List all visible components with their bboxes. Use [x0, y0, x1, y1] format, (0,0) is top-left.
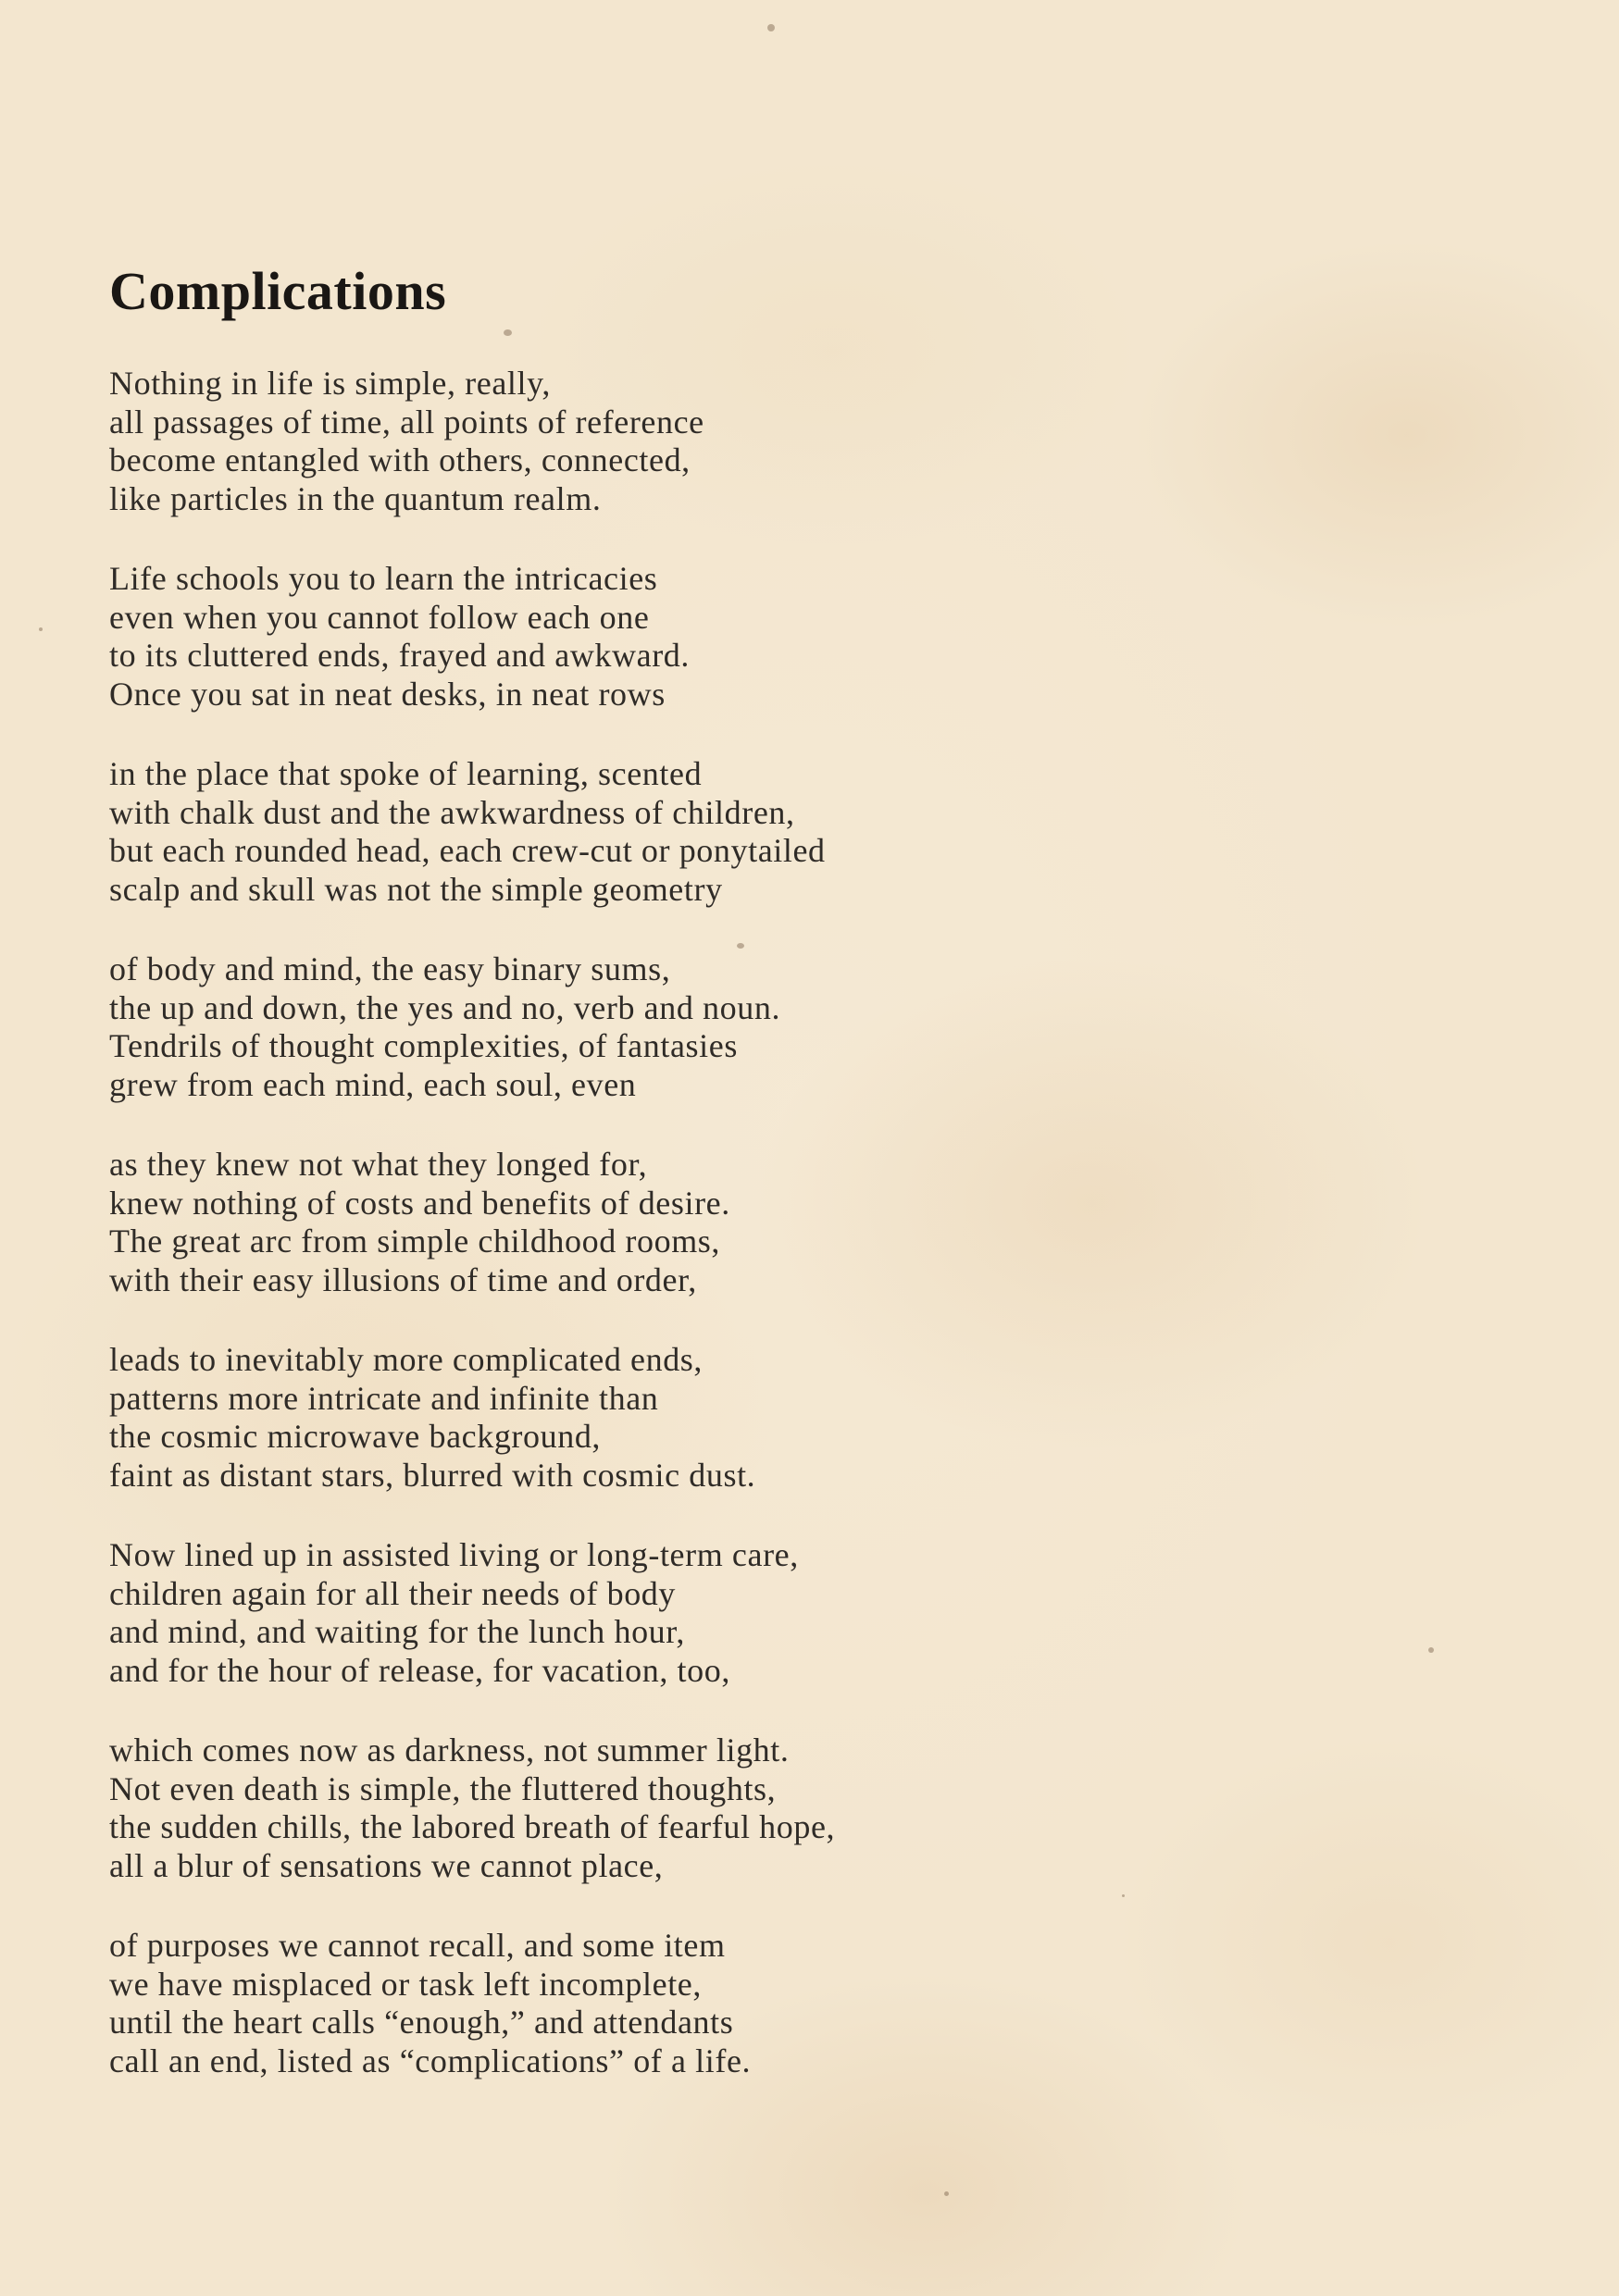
- poem-line: we have misplaced or task left incomplete,: [109, 1965, 702, 2003]
- stanza: [109, 950, 1405, 1104]
- stanza: [109, 1536, 1405, 1690]
- poem-line: with chalk dust and the awkwardness of children,: [109, 793, 795, 831]
- poem-line: Now lined up in assisted living or long-term care,: [109, 1536, 799, 1573]
- poem-line: to its cluttered ends, frayed and awkward.: [109, 637, 690, 674]
- stanza: [109, 365, 1405, 518]
- poem-line: call an end, listed as “complications” of a life.: [109, 2042, 752, 2079]
- poem-line: even when you cannot follow each one: [109, 598, 650, 636]
- poem-title: Complications: [109, 261, 447, 321]
- poem-line: all a blur of sensations we cannot place,: [109, 1846, 664, 1884]
- poem-line: become entangled with others, connected,: [109, 441, 691, 478]
- poem-line: of purposes we cannot recall, and some item: [109, 1927, 726, 1964]
- poem-line: the cosmic microwave background,: [109, 1418, 602, 1455]
- poem-line: knew nothing of costs and benefits of desire.: [109, 1184, 730, 1222]
- poem-line: but each rounded head, each crew-cut or ponytailed: [109, 832, 826, 869]
- poem-line: and mind, and waiting for the lunch hour,: [109, 1613, 686, 1650]
- poem-line: the sudden chills, the labored breath of fearful hope,: [109, 1808, 836, 1845]
- paper-speck: [39, 627, 43, 631]
- stanza: [109, 560, 1405, 714]
- poem-line: Not even death is simple, the fluttered thoughts,: [109, 1769, 777, 1807]
- poem-line: children again for all their needs of body: [109, 1574, 676, 1612]
- poem-line: of body and mind, the easy binary sums,: [109, 950, 671, 987]
- poem-line: which comes now as darkness, not summer light.: [109, 1731, 790, 1769]
- poem-line: Life schools you to learn the intricacies: [109, 560, 658, 597]
- poem-body: [109, 365, 1405, 2080]
- poem-line: The great arc from simple childhood rooms,: [109, 1222, 721, 1260]
- poem-line: grew from each mind, each soul, even: [109, 1065, 637, 1103]
- poem-line: Nothing in life is simple, really,: [109, 365, 551, 402]
- poem-line: scalp and skull was not the simple geometry: [109, 870, 723, 908]
- poem-line: and for the hour of release, for vacation, too,: [109, 1651, 730, 1689]
- stanza: [109, 1341, 1405, 1495]
- stanza: [109, 1927, 1405, 2080]
- poem-line: faint as distant stars, blurred with cosmic dust.: [109, 1456, 756, 1494]
- stanza: [109, 1731, 1405, 1885]
- paper-speck: [767, 24, 775, 31]
- poem-line: until the heart calls “enough,” and attendants: [109, 2004, 734, 2041]
- poem-line: Tendrils of thought complexities, of fantasies: [109, 1027, 738, 1064]
- poem-line: Once you sat in neat desks, in neat rows: [109, 675, 666, 713]
- stanza: [109, 1146, 1405, 1299]
- poem-line: patterns more intricate and infinite than: [109, 1379, 659, 1417]
- paper-speck: [944, 2191, 949, 2196]
- poem-line: leads to inevitably more complicated ends,: [109, 1341, 704, 1378]
- poem: [109, 259, 1405, 2122]
- poem-line: the up and down, the yes and no, verb and noun.: [109, 988, 781, 1026]
- paper-speck: [1428, 1647, 1434, 1653]
- poem-line: in the place that spoke of learning, scented: [109, 755, 703, 792]
- stanza: [109, 755, 1405, 909]
- poem-line: like particles in the quantum realm.: [109, 479, 602, 517]
- poem-line: with their easy illusions of time and order,: [109, 1260, 697, 1298]
- poem-line: all passages of time, all points of reference: [109, 403, 704, 441]
- poem-line: as they knew not what they longed for,: [109, 1146, 648, 1183]
